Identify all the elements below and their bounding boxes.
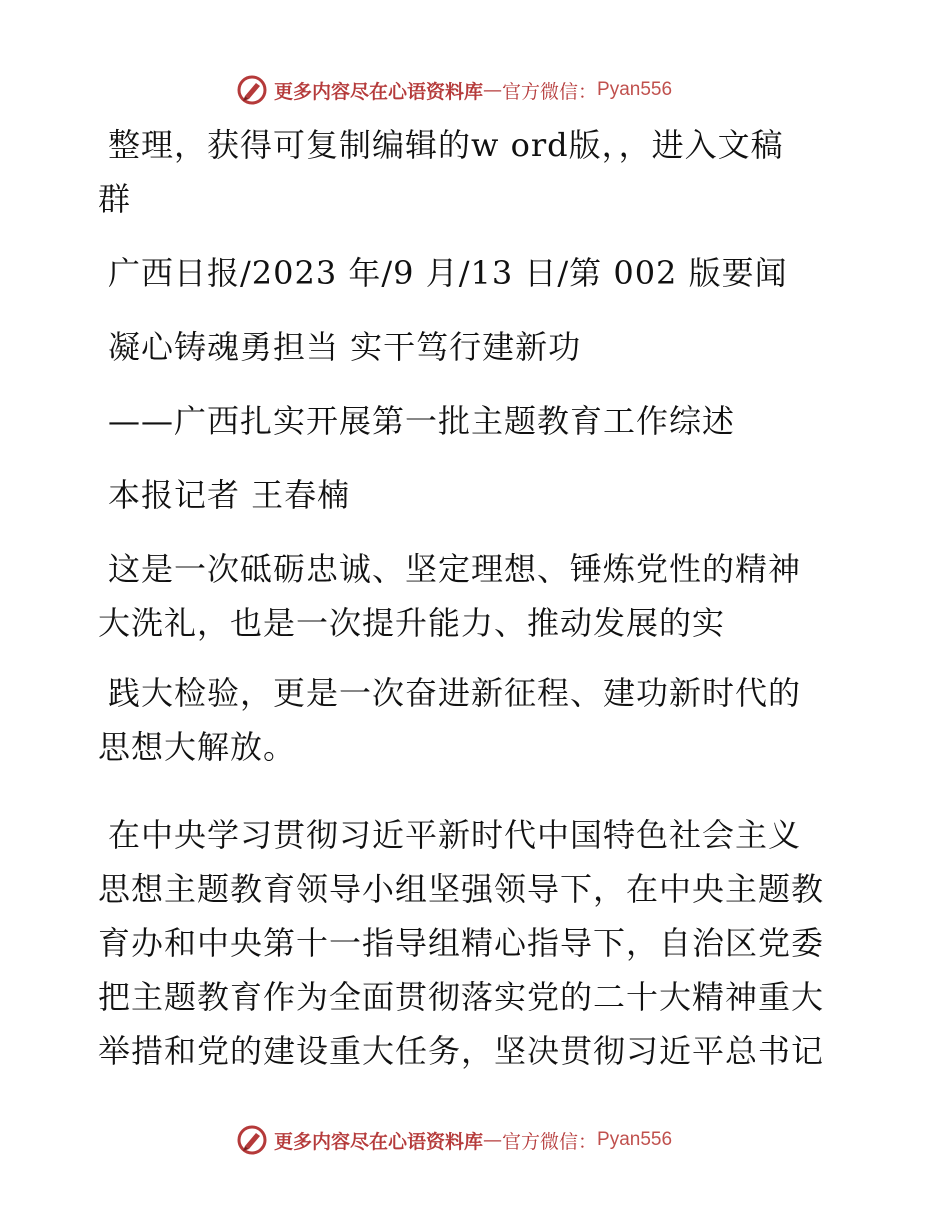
text-line: 举措和党的建设重大任务，坚决贯彻习近平总书记 xyxy=(98,1032,825,1070)
text-line: 群 xyxy=(98,180,132,218)
text-line: 思想主题教育领导小组坚强领导下，在中央主题教 xyxy=(98,870,825,908)
watermark-id: Pyan556 xyxy=(597,1129,673,1150)
watermark-id: Pyan556 xyxy=(597,79,673,100)
text-line: 在中央学习贯彻习近平新时代中国特色社会主义 xyxy=(108,816,802,854)
watermark-header xyxy=(236,72,672,108)
text-line: 把主题教育作为全面贯彻落实党的二十大精神重大 xyxy=(98,978,825,1016)
text-line: 思想大解放。 xyxy=(98,728,297,766)
article-subtitle: ——广西扎实开展第一批主题教育工作综述 xyxy=(108,402,736,440)
dateline: 广西日报/2023 年/9 月/13 日/第 002 版要闻 xyxy=(108,254,788,292)
text-line: 大洗礼，也是一次提升能力、推动发展的实 xyxy=(98,604,726,642)
text-line: 育办和中央第十一指导组精心指导下，自治区党委 xyxy=(98,924,825,962)
watermark-dash: — xyxy=(483,79,503,101)
watermark-sub: 官方微信： xyxy=(502,81,598,103)
watermark-text: 更多内容尽在心语资料库 xyxy=(274,1130,484,1153)
pen-logo-icon xyxy=(236,74,268,106)
text-line: 这是一次砥砺忠诚、坚定理想、锤炼党性的精神 xyxy=(108,550,802,588)
pen-logo-icon xyxy=(236,1124,268,1156)
watermark-sub: 官方微信： xyxy=(502,1131,598,1153)
document-body xyxy=(98,118,858,1078)
watermark-footer xyxy=(236,1122,672,1158)
article-title: 凝心铸魂勇担当 实干笃行建新功 xyxy=(108,328,582,366)
watermark-text: 更多内容尽在心语资料库 xyxy=(274,80,484,103)
watermark-dash: — xyxy=(483,1129,503,1151)
text-line: 整理，获得可复制编辑的w ord版，，进入文稿 xyxy=(108,126,784,164)
byline: 本报记者 王春楠 xyxy=(108,476,351,514)
text-line: 践大检验，更是一次奋进新征程、建功新时代的 xyxy=(108,674,802,712)
